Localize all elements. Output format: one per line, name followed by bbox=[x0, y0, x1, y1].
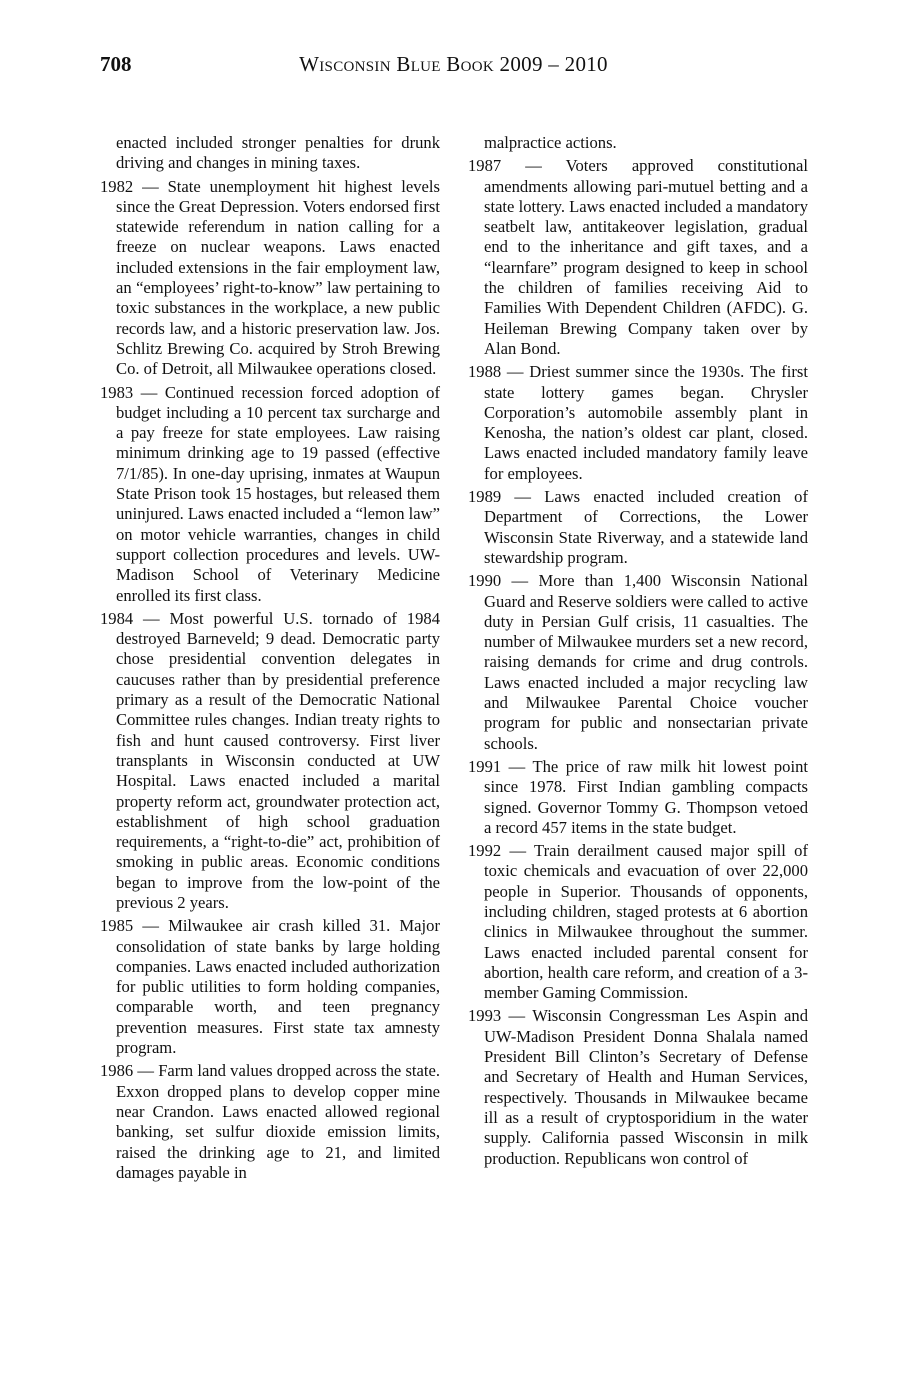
entry-text: Voters approved constitutional amendments allowing pari-mutuel betting and a state lottery. Laws enacted included a mandatory seatbelt law, antitakeover legislation, gradual end to the inheritance and gift taxes, and a “learnfare” program designed to keep in school the children of families receiving Aid to Families With Dependent Children (AFDC). G. Heileman Brewing Company taken over by Alan Bond. bbox=[484, 156, 808, 358]
chronology-entry-1985 bbox=[100, 916, 440, 1058]
chronology-entry-1983 bbox=[100, 383, 440, 606]
entry-year: 1984 — bbox=[100, 608, 160, 628]
chronology-entry-1990 bbox=[468, 571, 808, 754]
page-header bbox=[0, 52, 907, 82]
entry-year: 1992 — bbox=[468, 841, 527, 861]
right-column bbox=[468, 133, 808, 1172]
chronology-entry-1987 bbox=[468, 156, 808, 359]
entry-year: 1988 — bbox=[468, 362, 524, 382]
entry-year: 1982 — bbox=[100, 176, 159, 196]
left-column bbox=[100, 133, 440, 1186]
entry-text: The price of raw milk hit lowest point since 1978. First Indian gambling compacts signed. Governor Tommy G. Thompson vetoed a record 457 items in the state budget. bbox=[484, 756, 808, 837]
entry-year: 1991 — bbox=[468, 756, 526, 776]
entry-text: State unemployment hit highest levels since the Great Depression. Voters endorsed first statewide referendum in nation calling for a freeze on nuclear weapons. Laws enacted included extensions in the fair employment law, an “employees’ right-to-know” law pertaining to toxic substances in the workplace, a new public records law, and a historic preservation law. Jos. Schlitz Brewing Co. acquired by Stroh Brewing Co. of Detroit, all Milwaukee operations closed. bbox=[116, 176, 440, 379]
running-title: Wisconsin Blue Book 2009 – 2010 bbox=[299, 52, 608, 76]
entry-year: 1987 — bbox=[468, 156, 542, 176]
entry-year: 1990 — bbox=[468, 571, 529, 591]
chronology-entry-1992 bbox=[468, 841, 808, 1003]
chronology-entry-1984 bbox=[100, 609, 440, 913]
continuation-text: malpractice actions. bbox=[484, 133, 617, 152]
chronology-entry-1986 bbox=[100, 1061, 440, 1183]
entry-text: Driest summer since the 1930s. The first state lottery games began. Chrysler Corporation’s automobile assembly plant in Kenosha, the nation’s oldest car plant, closed. Laws enacted included mandatory family leave for employees. bbox=[484, 362, 808, 483]
page-number: 708 bbox=[100, 52, 132, 76]
entry-text: Continued recession forced adoption of budget including a 10 percent tax surcharge and a pay freeze for state employees. Law raising minimum drinking age to 19 passed (effective 7/1/85). In one-day uprising, inmates at Waupun State Prison took 15 hostages, but released them uninjured. Laws enacted included a “lemon law” on motor vehicle warranties, changes in child support collection procedures and levels. UW-Madison School of Veterinary Medicine enrolled its first class. bbox=[116, 382, 440, 605]
entry-text: Laws enacted included creation of Department of Corrections, the Lower Wisconsin State Riverway, and a statewide land stewardship program. bbox=[484, 487, 808, 567]
entry-text: Wisconsin Congressman Les Aspin and UW-Madison President Donna Shalala named President Bill Clinton’s Secretary of Defense and Secretary of Health and Human Services, respectively. Thousands in Milwaukee became ill as a result of cryptosporidium in the water supply. California passed Wisconsin in milk production. Republicans won control of bbox=[484, 1006, 808, 1168]
entry-text: Train derailment caused major spill of toxic chemicals and evacuation of over 22,000 people in Superior. Thousands of opponents, including children, staged protests at 6 abortion clinics in Milwaukee throughout the summer. Laws enacted included parental consent for abortion, health care reform, and creation of a 3-member Gaming Commission. bbox=[484, 841, 808, 1003]
entry-year: 1985 — bbox=[100, 916, 159, 936]
entry-year: 1986 — bbox=[100, 1061, 154, 1081]
chronology-entry-1988 bbox=[468, 362, 808, 484]
chronology-entry-1991 bbox=[468, 757, 808, 838]
entry-year: 1983 — bbox=[100, 382, 158, 402]
chronology-entry-1989 bbox=[468, 487, 808, 568]
entry-text: Most powerful U.S. tornado of 1984 destroyed Barneveld; 9 dead. Democratic party chose presidential convention delegates in caucuses rather than by presidential preference primary as a result of the Democratic National Committee rules changes. Indian treaty rights to fish and hunt caused controversy. First liver transplants in Wisconsin conducted at UW Hospital. Laws enacted included a marital property reform act, groundwater protection act, establishment of high school graduation requirements, a “right-to-die” act, prohibition of smoking in public areas. Economic conditions began to improve from the low-point of the previous 2 years. bbox=[116, 608, 440, 912]
chronology-entry-1982 bbox=[100, 177, 440, 380]
entry-text: Milwaukee air crash killed 31. Major consolidation of state banks by large holding companies. Laws enacted included authorization for public utilities to form holding companies, comparable worth, and teen pregnancy prevention measures. First state tax amnesty program. bbox=[116, 916, 440, 1058]
entry-text: Farm land values dropped across the state. Exxon dropped plans to develop copper mine near Crandon. Laws enacted allowed regional banking, set sulfur dioxide emission limits, raised the drinking age to 21, and limited damages payable in bbox=[116, 1061, 440, 1182]
chronology-entry-1993 bbox=[468, 1006, 808, 1168]
entry-text: More than 1,400 Wisconsin National Guard and Reserve soldiers were called to active duty in Persian Gulf crisis, 11 casualties. The number of Milwaukee murders set a new record, raising demands for crime and drug controls. Laws enacted included a major recycling law and Milwaukee Parental Choice voucher program for public and nonsectarian private schools. bbox=[484, 571, 808, 753]
entry-year: 1993 — bbox=[468, 1006, 526, 1026]
entry-year: 1989 — bbox=[468, 487, 531, 507]
continuation-text: enacted included stronger penalties for drunk driving and changes in mining taxes. bbox=[116, 133, 440, 173]
